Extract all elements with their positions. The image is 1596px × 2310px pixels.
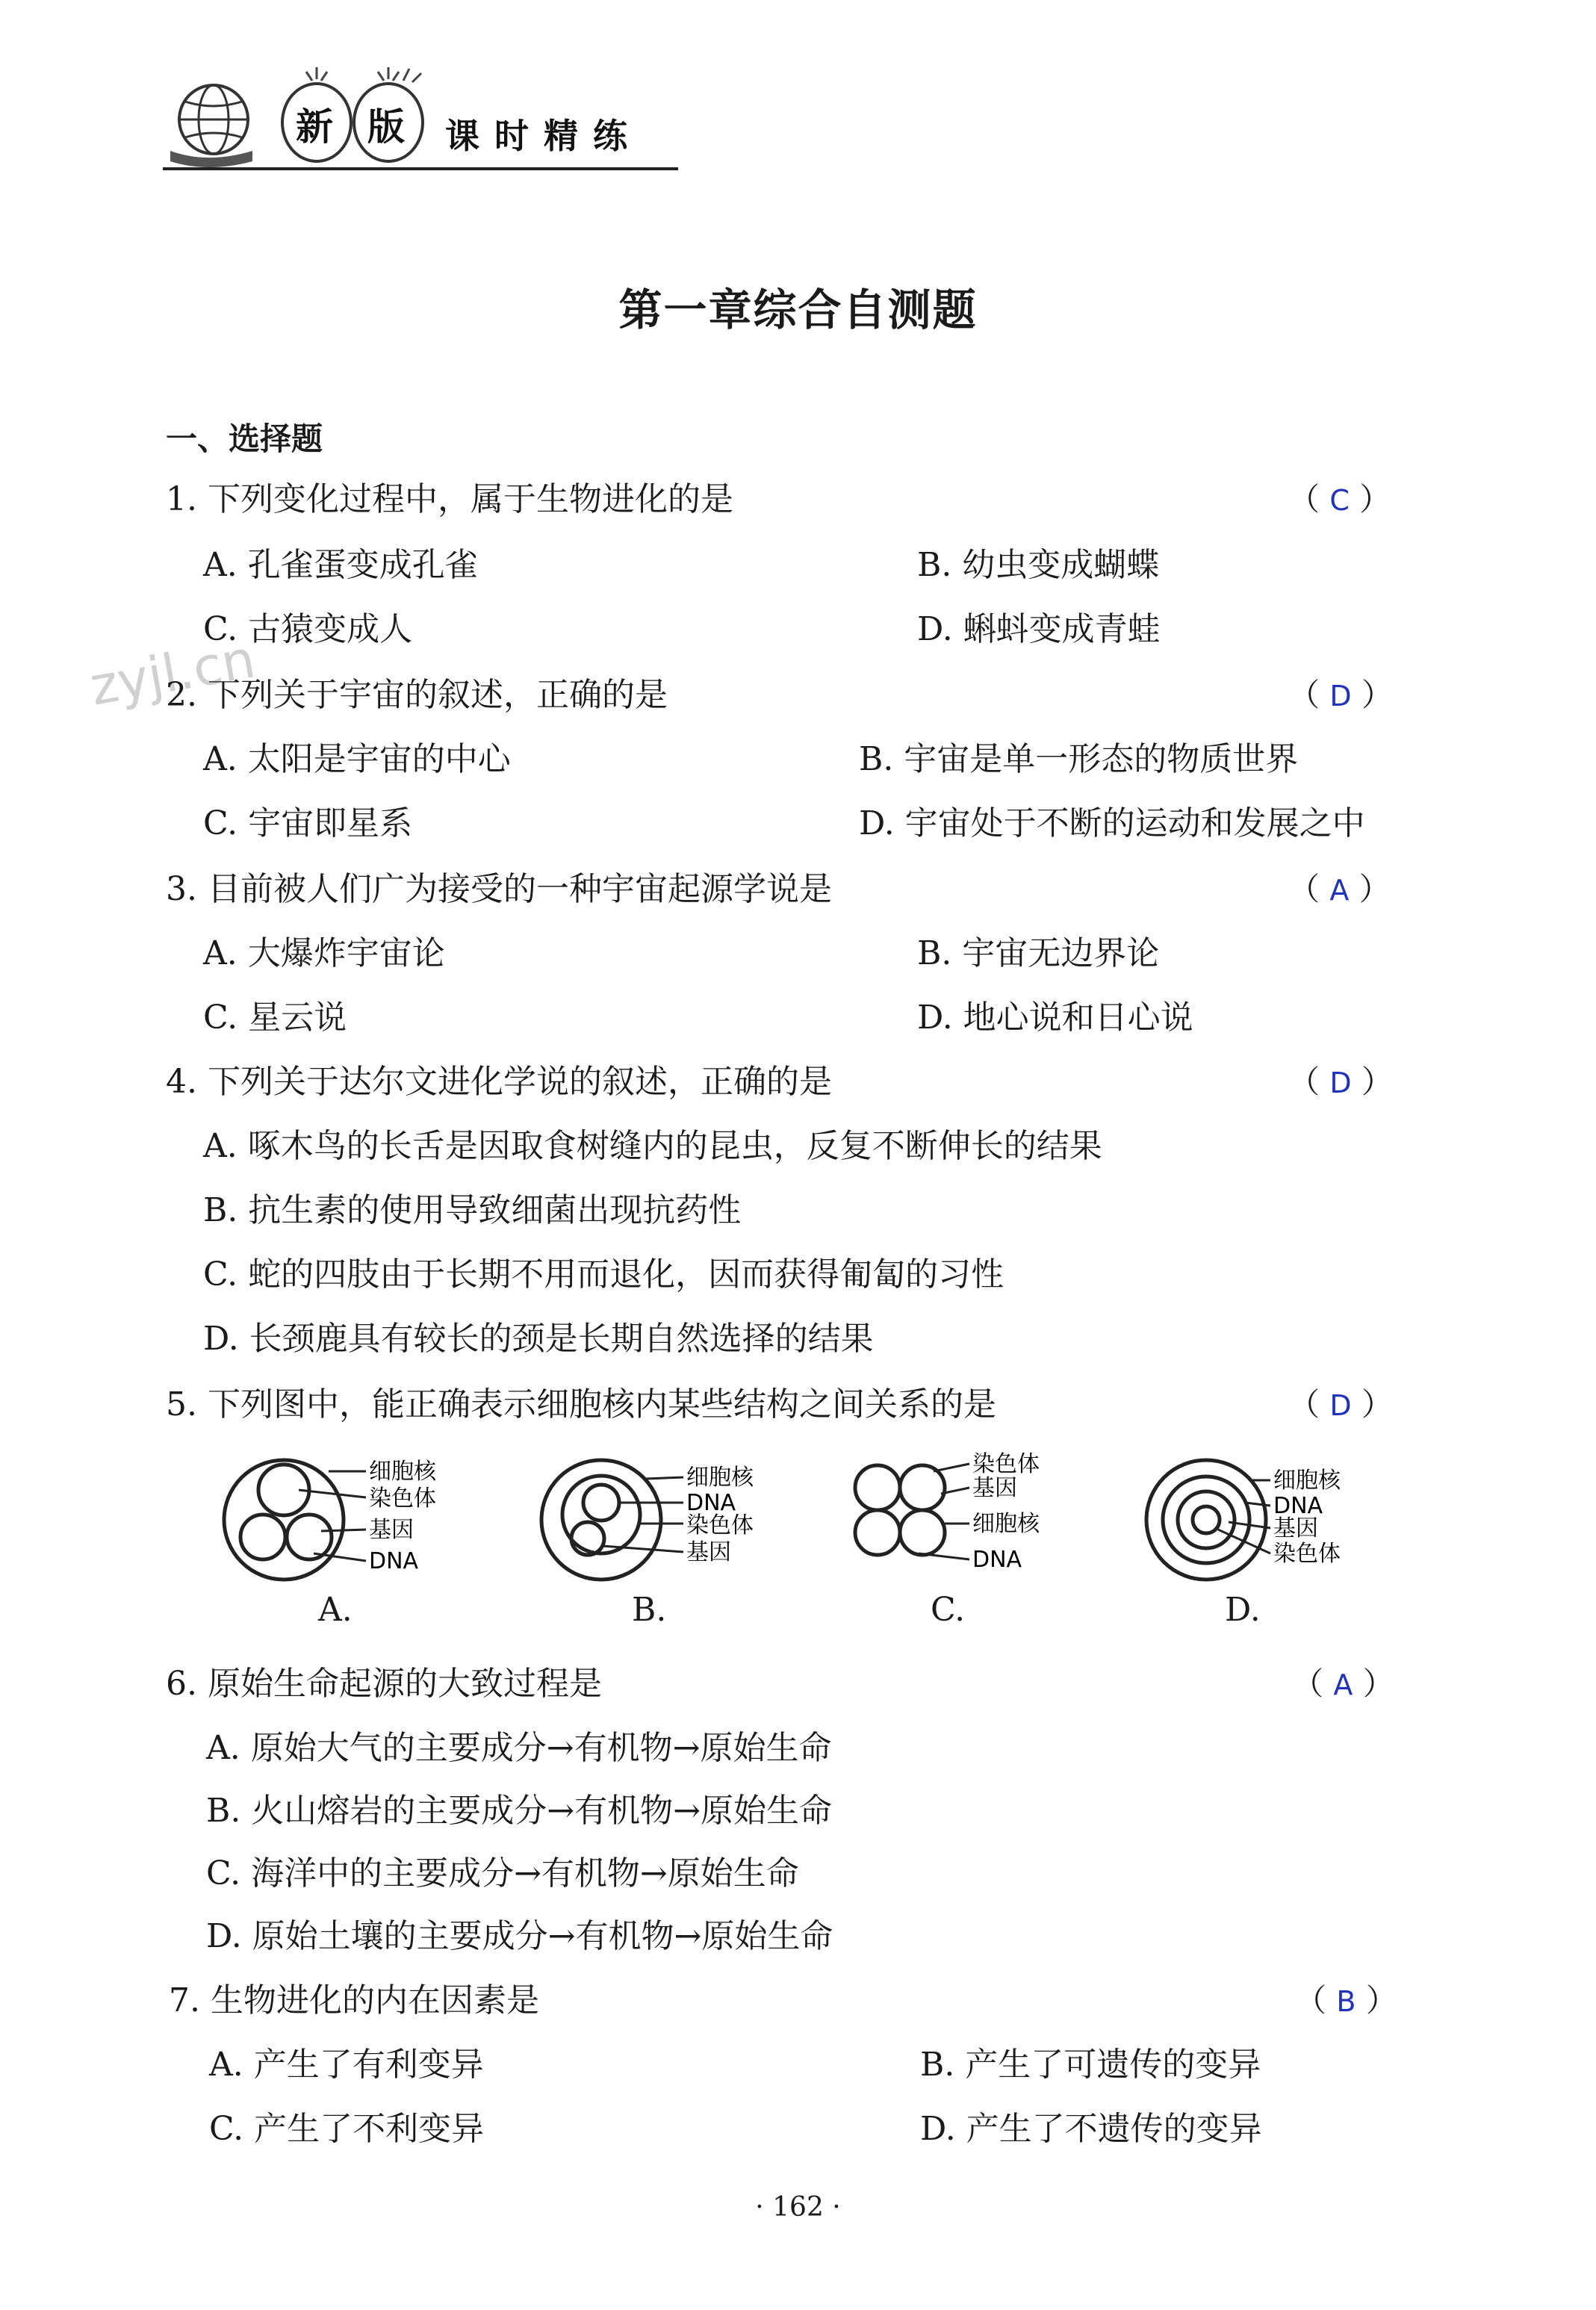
term-label: 染色体: [1273, 1541, 1341, 1567]
option: D. 产生了不遗传的变异: [920, 2110, 1262, 2148]
question-stem: 7. 生物进化的内在因素是: [169, 1981, 539, 2019]
term-label: 染色体: [972, 1451, 1040, 1477]
question-stem: 3. 目前被人们广为接受的一种宇宙起源学说是: [166, 870, 832, 908]
option: A. 大爆炸宇宙论: [203, 934, 445, 972]
term-label: 细胞核: [972, 1511, 1040, 1537]
option: A. 啄木鸟的长舌是因取食树缝内的昆虫，反复不断伸长的结果: [203, 1127, 1102, 1165]
question-stem: 5. 下列图中，能正确表示细胞核内某些结构之间关系的是: [166, 1385, 996, 1423]
term-label: 细胞核: [686, 1465, 754, 1491]
term-label: 细胞核: [1273, 1468, 1341, 1494]
question-stem: 6. 原始生命起源的大致过程是: [166, 1665, 602, 1703]
figure-label: A.: [318, 1591, 353, 1629]
option: C. 宇宙即星系: [203, 804, 413, 842]
option: D. 长颈鹿具有较长的颈是长期自然选择的结果: [203, 1320, 874, 1358]
option: C. 古猿变成人: [203, 610, 413, 648]
answer-slot: （ D ）: [1288, 1386, 1394, 1423]
option: D. 地心说和日心说: [917, 999, 1193, 1037]
option: C. 蛇的四肢由于长期不用而退化，因而获得匍匐的习性: [203, 1255, 1005, 1294]
term-label: DNA: [369, 1548, 419, 1574]
option: B. 产生了可遗传的变异: [920, 2046, 1261, 2084]
answer-slot: （ D ）: [1288, 1064, 1394, 1100]
option: D. 原始土壤的主要成分→有机物→原始生命: [206, 1917, 833, 1955]
question-stem: 2. 下列关于宇宙的叙述，正确的是: [166, 676, 668, 714]
figure-label: C.: [931, 1591, 966, 1629]
page-number: · 162 ·: [755, 2192, 841, 2223]
badge-char-ban: 版: [367, 105, 405, 149]
term-label: 染色体: [686, 1512, 754, 1539]
header-rule: [163, 167, 678, 170]
answer-slot: （ A ）: [1288, 871, 1391, 907]
badge-char-xin: 新: [296, 105, 333, 149]
term-label: 细胞核: [369, 1459, 436, 1485]
option: A. 孔雀蛋变成孔雀: [203, 546, 478, 584]
diagram-a: [217, 1449, 471, 1591]
section-heading: 一、选择题: [166, 420, 323, 457]
term-label: DNA: [972, 1547, 1022, 1573]
question-stem: 1. 下列变化过程中，属于生物进化的是: [166, 480, 733, 518]
answer-slot: （ A ）: [1292, 1665, 1394, 1702]
page-title: 第一章综合自测题: [618, 285, 978, 335]
option: C. 星云说: [203, 999, 347, 1037]
term-label: DNA: [1273, 1493, 1323, 1519]
option: B. 幼虫变成蝴蝶: [917, 546, 1160, 584]
answer-letter: D: [1329, 680, 1352, 712]
term-label: 基因: [686, 1539, 731, 1565]
answer-letter: A: [1333, 1668, 1353, 1701]
figure-label: B.: [632, 1591, 667, 1629]
option: D. 蝌蚪变成青蛙: [917, 610, 1161, 648]
question-stem: 4. 下列关于达尔文进化学说的叙述，正确的是: [166, 1063, 832, 1101]
answer-slot: （ B ）: [1295, 1982, 1397, 2019]
series-logo: [163, 39, 693, 173]
term-label: 染色体: [369, 1485, 436, 1512]
option: A. 产生了有利变异: [209, 2046, 484, 2084]
option: C. 产生了不利变异: [209, 2110, 485, 2148]
answer-slot: （ C ）: [1288, 481, 1391, 518]
diagram-b: [534, 1449, 788, 1591]
term-label: 基因: [1273, 1515, 1318, 1541]
answer-letter: A: [1329, 874, 1350, 907]
term-label: 基因: [369, 1517, 414, 1543]
option: A. 原始大气的主要成分→有机物→原始生命: [206, 1729, 832, 1767]
diagram-d: [1139, 1449, 1408, 1591]
answer-letter: D: [1329, 1389, 1352, 1422]
series-title: 课 时 精 练: [445, 116, 630, 156]
option: B. 宇宙是单一形态的物质世界: [859, 740, 1299, 778]
option: D. 宇宙处于不断的运动和发展之中: [859, 804, 1365, 842]
answer-letter: C: [1329, 484, 1350, 517]
term-label: DNA: [686, 1490, 736, 1516]
option: B. 宇宙无边界论: [917, 934, 1160, 972]
option: B. 火山熔岩的主要成分→有机物→原始生命: [206, 1792, 833, 1830]
option: B. 抗生素的使用导致细菌出现抗药性: [203, 1191, 742, 1229]
answer-letter: D: [1329, 1066, 1352, 1099]
term-label: 基因: [972, 1475, 1017, 1501]
watermark: zyjl.cn: [85, 628, 260, 718]
answer-slot: （ D ）: [1288, 677, 1394, 713]
diagram-c: [844, 1449, 1098, 1591]
figure-label: D.: [1225, 1591, 1261, 1629]
answer-letter: B: [1336, 1985, 1356, 2018]
option: C. 海洋中的主要成分→有机物→原始生命: [206, 1854, 799, 1893]
option: A. 太阳是宇宙的中心: [203, 740, 511, 778]
